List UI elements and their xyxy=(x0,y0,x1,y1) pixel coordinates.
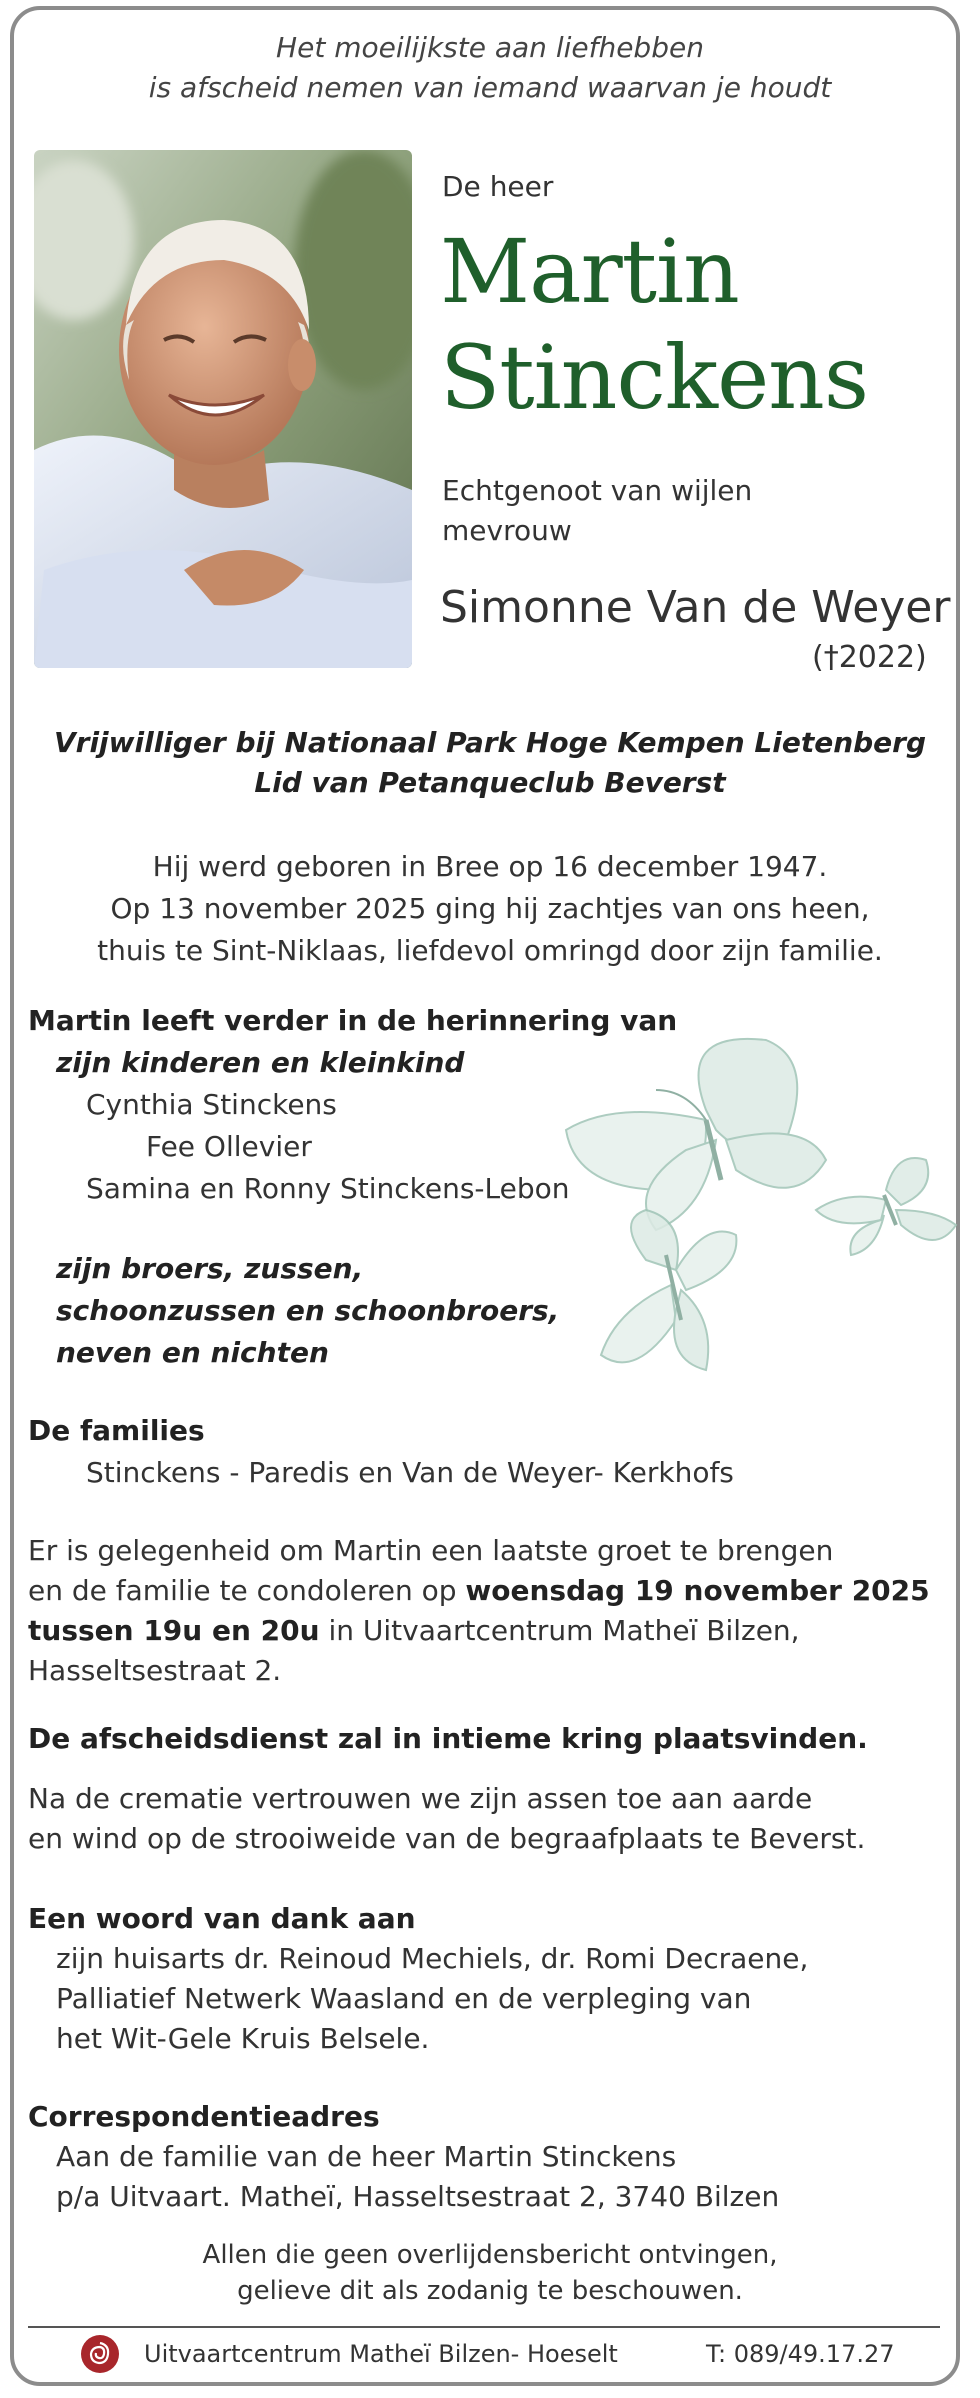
bio-line-2: Op 13 november 2025 ging hij zachtjes van ons heen, xyxy=(110,892,870,925)
butterflies-decoration xyxy=(556,1020,966,1410)
visitation-time: tussen 19u en 20u xyxy=(28,1614,320,1647)
grandchild-name: Fee Ollevier xyxy=(146,1130,312,1163)
portrait-illustration xyxy=(34,150,412,668)
visitation-line-1: Er is gelegenheid om Martin een laatste groet te brengen xyxy=(28,1534,834,1567)
cremation-line-2: en wind op de strooiweide van de begraafplaats te Beverst. xyxy=(28,1822,866,1855)
role-line-2: Lid van Petanqueclub Beverst xyxy=(254,766,726,799)
visitation-line-4: Hasseltsestraat 2. xyxy=(28,1654,282,1687)
spouse-intro-line-2: mevrouw xyxy=(442,514,572,547)
siblings-line-2: schoonzussen en schoonbroers, xyxy=(56,1294,560,1327)
deceased-last-name: Stinckens xyxy=(440,326,868,429)
visitation-date: woensdag 19 november 2025 xyxy=(465,1574,930,1607)
visitation-line-3 xyxy=(28,1614,800,1647)
child-name: Cynthia Stinckens xyxy=(86,1088,337,1121)
butterfly-large-icon xyxy=(566,1039,826,1230)
visitation-line-2 xyxy=(28,1574,930,1607)
cremation-line-1: Na de crematie vertrouwen we zijn assen toe aan aarde xyxy=(28,1782,813,1815)
child-name: Samina en Ronny Stinckens-Lebon xyxy=(86,1172,570,1205)
role-line-1: Vrijwilliger bij Nationaal Park Hoge Kempen Lietenberg xyxy=(53,726,927,759)
spouse-name: Simonne Van de Weyer xyxy=(440,582,951,633)
motto-line-1: Het moeilijkste aan liefhebben xyxy=(276,31,704,64)
bio-line-3: thuis te Sint-Niklaas, liefdevol omringd door zijn familie. xyxy=(97,934,883,967)
butterfly-bottom-icon xyxy=(601,1210,736,1370)
spouse-intro-line-1: Echtgenoot van wijlen xyxy=(442,474,753,507)
portrait-photo xyxy=(34,150,412,668)
salutation: De heer xyxy=(442,170,554,203)
siblings-line-3: neven en nichten xyxy=(56,1336,329,1369)
families-heading: De families xyxy=(28,1414,205,1447)
footer-phone: T: 089/49.17.27 xyxy=(706,2340,895,2368)
spouse-death-year: (†2022) xyxy=(812,640,927,675)
visitation-location: in Uitvaartcentrum Matheï Bilzen, xyxy=(319,1614,800,1647)
correspondence-line-1: Aan de familie van de heer Martin Stinckens xyxy=(56,2140,677,2173)
memory-heading: Martin leeft verder in de herinnering van xyxy=(28,1004,678,1037)
families-names: Stinckens - Paredis en Van de Weyer- Kerkhofs xyxy=(86,1456,734,1489)
motto-line-2: is afscheid nemen van iemand waarvan je houdt xyxy=(148,71,832,104)
correspondence-line-2: p/a Uitvaart. Matheï, Hasseltsestraat 2, 3740 Bilzen xyxy=(56,2180,780,2213)
deceased-first-name: Martin xyxy=(440,220,739,323)
thanks-line-1: zijn huisarts dr. Reinoud Mechiels, dr. Romi Decraene, xyxy=(56,1942,809,1975)
thanks-line-2: Palliatief Netwerk Waasland en de verpleging van xyxy=(56,1982,752,2015)
thanks-heading: Een woord van dank aan xyxy=(28,1902,416,1935)
butterfly-right-icon xyxy=(816,1158,956,1255)
notice-line-1: Allen die geen overlijdensbericht ontvingen, xyxy=(202,2240,778,2270)
bio-line-1: Hij werd geboren in Bree op 16 december 1947. xyxy=(152,850,828,883)
siblings-line-1: zijn broers, zussen, xyxy=(56,1252,364,1285)
children-heading: zijn kinderen en kleinkind xyxy=(56,1046,465,1079)
notice-line-2: gelieve dit als zodanig te beschouwen. xyxy=(237,2276,743,2306)
service-statement: De afscheidsdienst zal in intieme kring plaatsvinden. xyxy=(28,1722,868,1755)
footer-company: Uitvaartcentrum Matheï Bilzen- Hoeselt xyxy=(144,2340,618,2368)
footer-divider xyxy=(28,2326,940,2328)
rose-logo-icon xyxy=(80,2334,120,2374)
visitation-text: en de familie te condoleren op xyxy=(28,1574,466,1607)
thanks-line-3: het Wit-Gele Kruis Belsele. xyxy=(56,2022,430,2055)
correspondence-heading: Correspondentieadres xyxy=(28,2100,380,2133)
